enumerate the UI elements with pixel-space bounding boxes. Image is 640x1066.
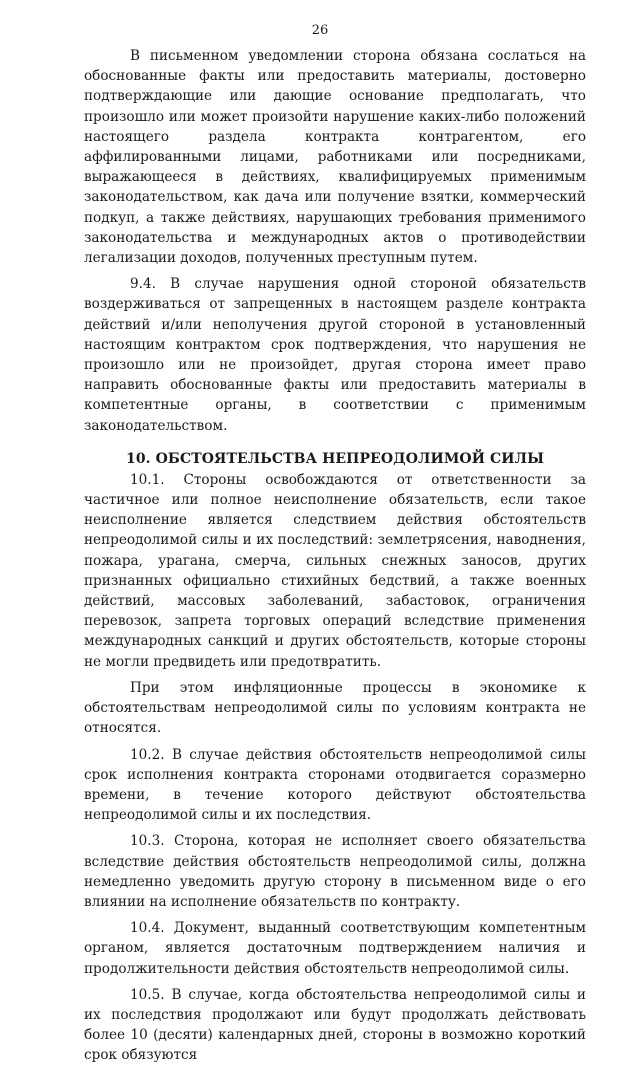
page-number: 26: [311, 23, 329, 38]
paragraph-10-5: 10.5. В случае, когда обстоятельства непреодолимой силы и их последствия продолжают или будут продолжать действовать более 10 (десяти) календарных дней, стороны в возможно короткий срок обязуются: [84, 986, 586, 1064]
paragraph-10-3: 10.3. Сторона, которая не исполняет своего обязательства вследствие действия обстоятельств непреодолимой силы, должна немедленно уведомить другую сторону в письменном виде о его влиянии на исполнение обязательств по контракту.: [84, 833, 586, 910]
paragraph-written-notice: В письменном уведомлении сторона обязана сослаться на обоснованные факты или предоставить материалы, достоверно подтверждающие или дающие основание предполагать, что произошло или может произойти нарушение каких-либо положений настоящего раздела контракта контрагентом, его аффилированными лицами, работниками или посредниками, выражающееся в действиях, квалифицируемых применимым законодательством, как дача или получение взятки, коммерческий подкуп, а также действиях, нарушающих требования применимого законодательства и международных актов о противодействии легализации доходов, полученных преступным путем.: [84, 48, 586, 267]
paragraph-10-1: 10.1. Стороны освобождаются от ответственности за частичное или полное неисполнение обязательств, если такое неисполнение является следствием действия обстоятельств непреодолимой силы и их последствий: землетрясения, наводнения, пожара, урагана, смерча, сильных снежных заносов, других признанных официально стихийных бедствий, а также военных действий, массовых заболеваний, забастовок, ограничения перевозок, запрета торговых операций вследствие применения международных санкций и других обстоятельств, которые стороны не могли предвидеть или предотвратить.: [84, 471, 586, 670]
section-heading-force-majeure: 10. ОБСТОЯТЕЛЬСТВА НЕПРЕОДОЛИМОЙ СИЛЫ: [125, 450, 544, 467]
document-body: [84, 46, 586, 1066]
paragraph-inflation: При этом инфляционные процессы в экономике к обстоятельствам непреодолимой силы по условиям контракта не относятся.: [84, 679, 586, 737]
paragraph-10-2: 10.2. В случае действия обстоятельств непреодолимой силы срок исполнения контракта сторонами отодвигается соразмерно времени, в течение которого действуют обстоятельства непреодолимой силы и их последствия.: [84, 746, 586, 824]
paragraph-9-4: 9.4. В случае нарушения одной стороной обязательств воздерживаться от запрещенных в настоящем разделе контракта действий и/или неполучения другой стороной в установленный настоящим контрактом срок подтверждения, что нарушения не произошло или не произойдет, другая сторона имеет право направить обоснованные факты или предоставить материалы в компетентные органы, в соответствии с применимым законодательством.: [84, 276, 586, 434]
paragraph-10-4: 10.4. Документ, выданный соответствующим компетентным органом, является достаточным подтверждением наличия и продолжительности действия обстоятельств непреодолимой силы.: [84, 920, 586, 977]
